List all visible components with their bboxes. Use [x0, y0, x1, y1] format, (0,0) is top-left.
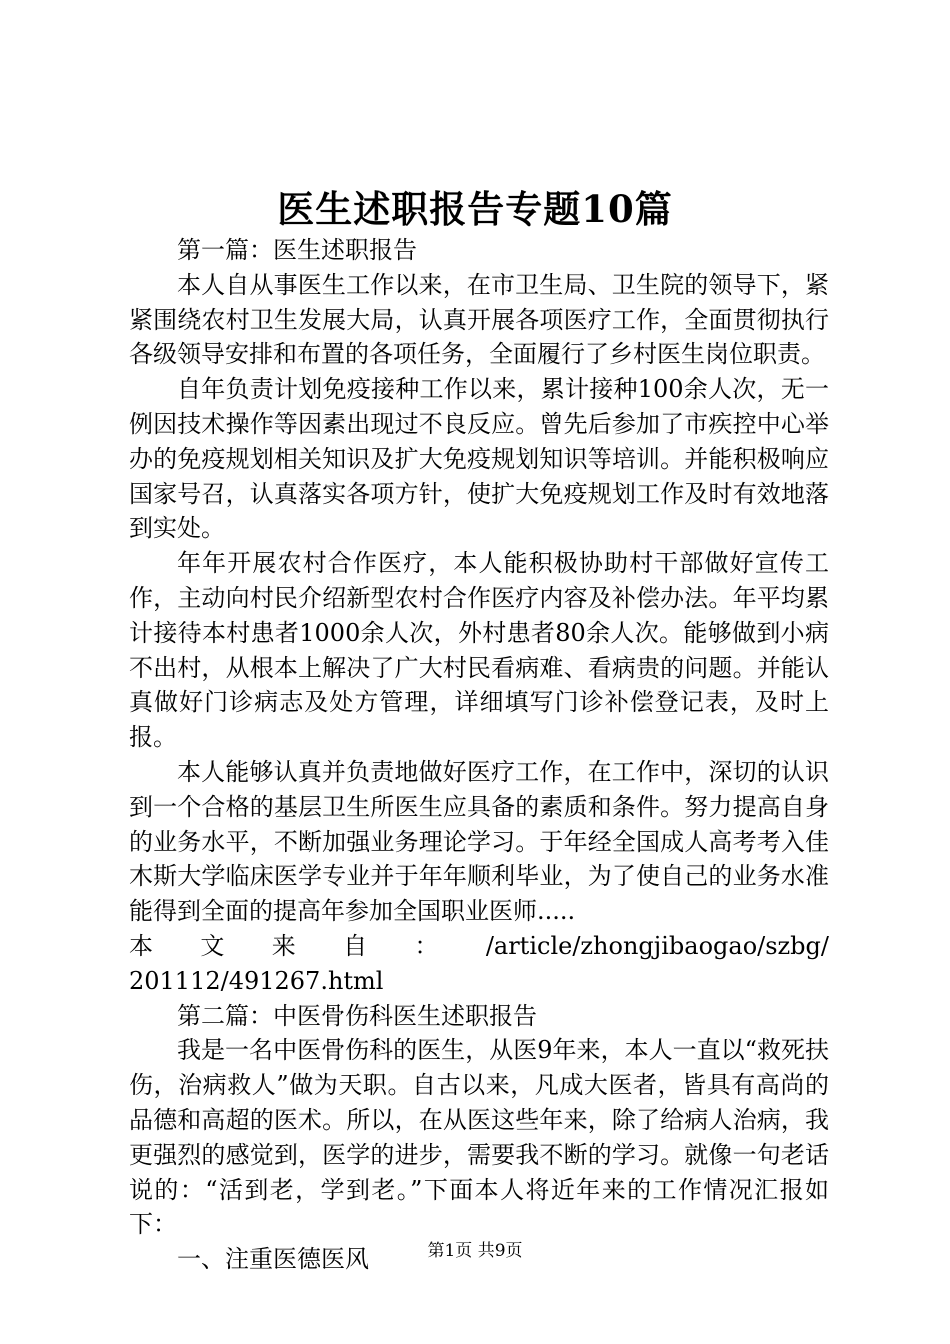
page-number: 第1页 共9页	[427, 1241, 523, 1261]
paragraph: 本人自从事医生工作以来，在市卫生局、卫生院的领导下，紧紧围绕农村卫生发展大局，认真开展各项医疗工作，全面贯彻执行各级领导安排和布置的各项任务，全面履行了乡村医生岗位职责。	[129, 270, 829, 369]
document-title: 医生述职报告专题10篇	[277, 187, 673, 231]
section-heading-1: 第一篇：医生述职报告	[177, 236, 417, 264]
paragraph: 我是一名中医骨伤科的医生，从医9年来，本人一直以“救死扶伤，治病救人”做为天职。自古以来，凡成大医者，皆具有高尚的品德和高超的医术。所以，在从医这些年来，除了给病人治病，我更强烈的感觉到，医学的进步，需要我不断的学习。就像一句老话说的：“活到老，学到老。”下面本人将近年来的工作情况汇报如下：	[129, 1036, 829, 1239]
paragraph: 本人能够认真并负责地做好医疗工作，在工作中，深切的认识到一个合格的基层卫生所医生应具备的素质和条件。努力提高自身的业务水平，不断加强业务理论学习。于年经全国成人高考考入佳木斯大学临床医学专业并于年年顺利毕业，为了使自己的业务水准能得到全面的提高年参加全国职业医师.....	[129, 757, 829, 926]
document-body	[129, 233, 829, 1277]
source-tail: 201112/491267.html	[129, 966, 384, 995]
source-line: 本 文 来 自 ： /article/zhongjibaogao/szbg/	[129, 931, 829, 960]
section-heading-2: 第二篇：中医骨伤科医生述职报告	[177, 1001, 537, 1030]
paragraph: 年年开展农村合作医疗，本人能积极协助村干部做好宣传工作，主动向村民介绍新型农村合作医疗内容及补偿办法。年平均累计接待本村患者1000余人次，外村患者80余人次。能够做到小病不出村，从根本上解决了广大村民看病难、看病贵的问题。并能认真做好门诊病志及处方管理，详细填写门诊补偿登记表，及时上报。	[129, 549, 829, 752]
paragraph: 自年负责计划免疫接种工作以来，累计接种100余人次，无一例因技术操作等因素出现过不良反应。曾先后参加了市疾控中心举办的免疫规划相关知识及扩大免疫规划知识等培训。并能积极响应国家号召，认真落实各项方针，使扩大免疫规划工作及时有效地落到实处。	[129, 375, 829, 543]
source-reference	[129, 929, 829, 999]
subsection-heading: 一、注重医德医风	[177, 1245, 369, 1274]
